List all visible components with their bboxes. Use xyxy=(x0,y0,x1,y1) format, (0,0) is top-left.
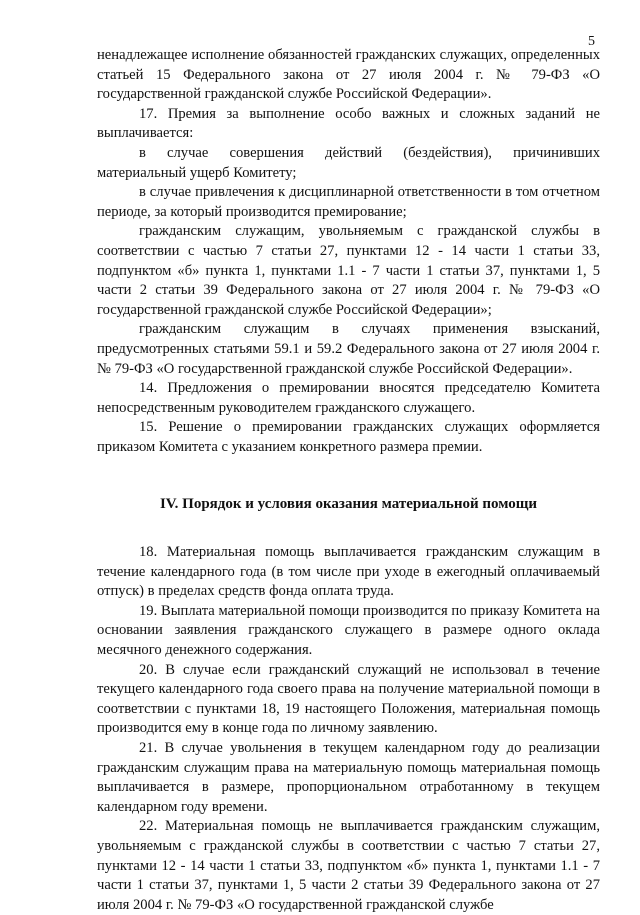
paragraph: 21. В случае увольнения в текущем календарном году до реализации гражданским служащим права на материальную помощь материальная помощь выплачивается в размере, пропорциональном отработанному в текущем календарном году времени. xyxy=(97,740,600,815)
paragraph: 20. В случае если гражданский служащий не использовал в течение текущего календарного года своего права на получение материальной помощи в соответствии с пунктами 18, 19 настоящего Положения, материальная помощь производится ему в конце года по личному заявлению. xyxy=(97,661,600,737)
list-item: в случае совершения действий (бездействия), причинивших материальный ущерб Комитету; xyxy=(97,144,600,181)
paragraph: 14. Предложения о премировании вносятся председателю Комитета непосредственным руководителем гражданского служащего. xyxy=(97,380,600,416)
list-item: гражданским служащим, увольняемым с гражданской службы в соответствии с частью 7 статьи 27, пунктами 12 - 14 части 1 статьи 33, подпунктом «б» пункта 1, пунктами 1.1 - 7 части 1 статьи 37, пунктами 1, 5 части 2 статьи 39 Федерального закона от 27 июля 2004 г. № 79-ФЗ «О государственной гражданской службе Российской Федерации»; xyxy=(97,223,600,318)
page-number: 5 xyxy=(588,34,595,49)
paragraph: 19. Выплата материальной помощи производится по приказу Комитета на основании заявления гражданского служащего в размере одного оклада месячного денежного содержания. xyxy=(97,602,600,659)
list-item: в случае привлечения к дисциплинарной ответственности в том отчетном периоде, за который производится премирование; xyxy=(97,184,600,220)
paragraph: ненадлежащее исполнение обязанностей гражданских служащих, определенных статьей 15 Федерального закона от 27 июля 2004 г. № 79-ФЗ «О государственной гражданской службе Российской Федерации». xyxy=(97,47,600,103)
paragraph: 18. Материальная помощь выплачивается гражданским служащим в течение календарного года (в том числе при уходе в ежегодный оплачиваемый отпуск) в пределах средств фонда оплата труда. xyxy=(97,544,600,600)
paragraph: 22. Материальная помощь не выплачивается гражданским служащим, увольняемым с гражданской службы в соответствии с частью 7 статьи 27, пунктами 12 - 14 части 1 статьи 33, подпунктом «б» пункта 1, пунктами 1.1 - 7 части 1 статьи 37, пунктами 1, 5 части 2 статьи 39 Федерального закона от 27 июля 2004 г. № 79-ФЗ «О государственной гражданской службе xyxy=(97,818,600,913)
paragraph: 15. Решение о премировании гражданских служащих оформляется приказом Комитета с указанием конкретного размера премии. xyxy=(97,419,600,455)
list-item: гражданским служащим в случаях применения взысканий, предусмотренных статьями 59.1 и 59.2 Федерального закона от 27 июля 2004 г. № 79-ФЗ «О государственной гражданской службе Российской Федерации». xyxy=(97,321,600,377)
document-body xyxy=(97,46,600,915)
section-heading: IV. Порядок и условия оказания материальной помощи xyxy=(159,496,538,513)
paragraph: 17. Премия за выполнение особо важных и сложных заданий не выплачивается: xyxy=(97,105,600,142)
